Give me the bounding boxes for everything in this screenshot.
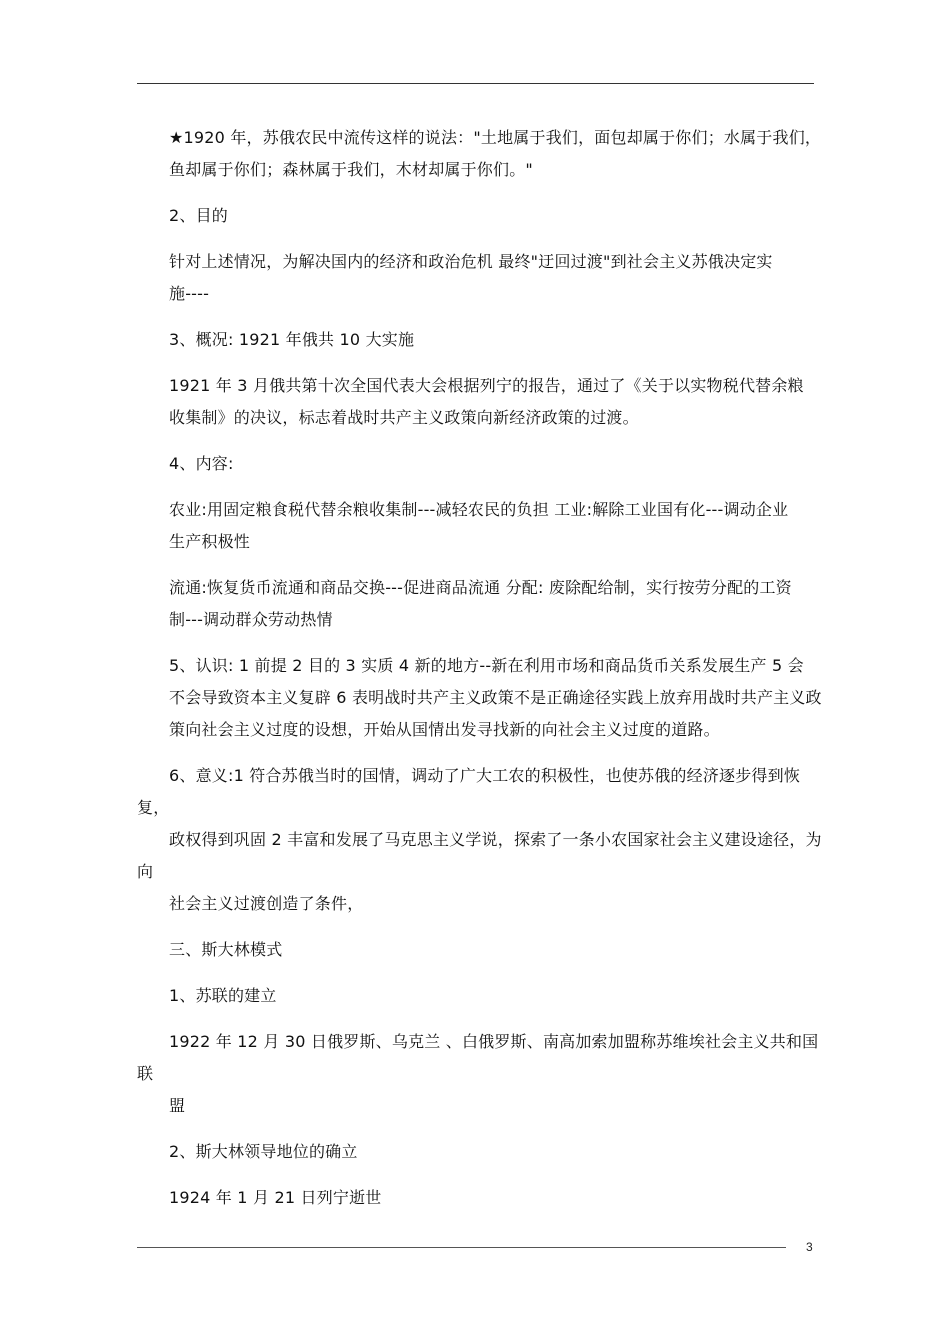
paragraph [137, 980, 827, 1012]
paragraph [137, 494, 827, 558]
footer-rule [137, 1247, 786, 1248]
paragraph [137, 448, 827, 480]
paragraph-line: 2、目的 [169, 206, 228, 225]
paragraph-line: 生产积极性 [169, 532, 251, 551]
paragraph [137, 650, 827, 746]
paragraph-line: 收集制》的决议，标志着战时共产主义政策向新经济政策的过渡。 [169, 408, 639, 427]
paragraph-line: 流通:恢复货币流通和商品交换---促进商品流通 分配: 废除配给制，实行按劳分配的工资 [169, 578, 792, 597]
paragraph-line: 鱼却属于你们；森林属于我们，木材却属于你们。" [169, 160, 533, 179]
paragraph-line: 1、苏联的建立 [169, 986, 277, 1005]
paragraph-line: 施---- [169, 284, 210, 303]
paragraph-line: 农业:用固定粮食税代替余粮收集制---减轻农民的负担 工业:解除工业国有化---调动企业 [169, 500, 789, 519]
page-number: 3 [806, 1240, 813, 1254]
paragraph-line: 2、斯大林领导地位的确立 [169, 1142, 358, 1161]
document-body [137, 122, 827, 1228]
paragraph-line: 制---调动群众劳动热情 [169, 610, 333, 629]
paragraph [137, 246, 827, 310]
paragraph [137, 760, 827, 920]
paragraph-line: 政权得到巩固 2 丰富和发展了马克思主义学说，探索了一条小农国家社会主义建设途径，为向 [137, 830, 822, 881]
paragraph-line: 社会主义过渡创造了条件， [169, 894, 364, 913]
paragraph-line: 不会导致资本主义复辟 6 表明战时共产主义政策不是正确途径实践上放弃用战时共产主义政 [169, 688, 822, 707]
paragraph-line: 1924 年 1 月 21 日列宁逝世 [169, 1188, 382, 1207]
paragraph [137, 1026, 827, 1122]
paragraph [137, 934, 827, 966]
paragraph-line: 1922 年 12 月 30 日俄罗斯、乌克兰 、白俄罗斯、南高加索加盟称苏维埃社会主义共和国联 [137, 1032, 819, 1083]
header-rule [137, 83, 814, 84]
paragraph [137, 370, 827, 434]
paragraph-line: 三、斯大林模式 [169, 940, 283, 959]
paragraph-line: 4、内容: [169, 454, 234, 473]
paragraph [137, 324, 827, 356]
paragraph-line: 6、意义:1 符合苏俄当时的国情，调动了广大工农的积极性，也使苏俄的经济逐步得到恢复， [137, 766, 801, 817]
paragraph [137, 1136, 827, 1168]
paragraph-line: 1921 年 3 月俄共第十次全国代表大会根据列宁的报告，通过了《关于以实物税代替余粮 [169, 376, 804, 395]
paragraph [137, 572, 827, 636]
paragraph [137, 1182, 827, 1214]
paragraph-line: 策向社会主义过度的设想，开始从国情出发寻找新的向社会主义过度的道路。 [169, 720, 720, 739]
paragraph [137, 122, 827, 186]
paragraph-line: 盟 [169, 1096, 186, 1115]
paragraph-line: ★1920 年，苏俄农民中流传这样的说法："土地属于我们，面包却属于你们；水属于我们， [169, 128, 822, 147]
paragraph [137, 200, 827, 232]
paragraph-line: 3、概况: 1921 年俄共 10 大实施 [169, 330, 415, 349]
paragraph-line: 针对上述情况，为解决国内的经济和政治危机 最终"迂回过渡"到社会主义苏俄决定实 [169, 252, 773, 271]
paragraph-line: 5、认识: 1 前提 2 目的 3 实质 4 新的地方--新在利用市场和商品货币关系发展生产 5 会 [169, 656, 804, 675]
